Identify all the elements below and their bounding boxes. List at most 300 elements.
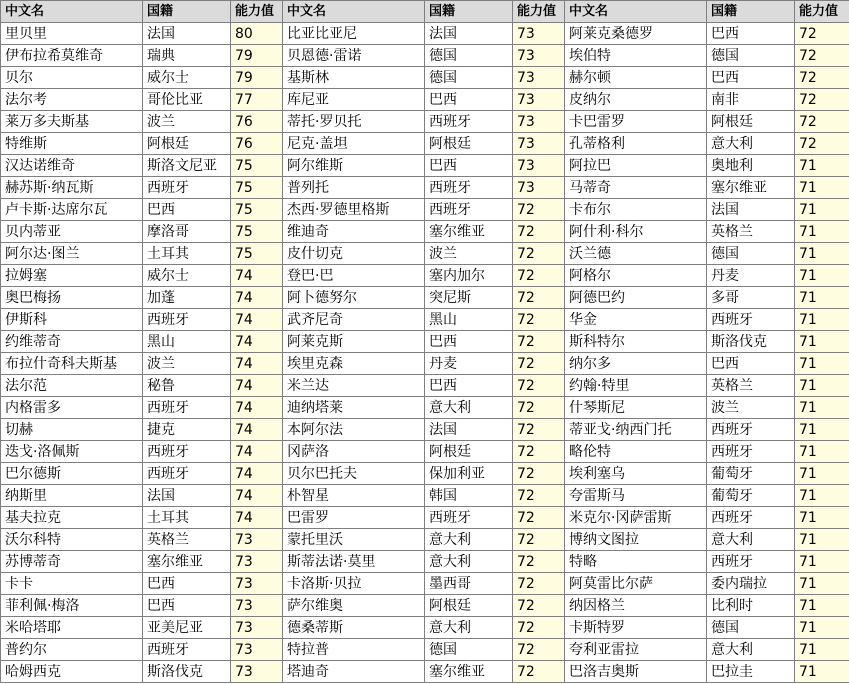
player-name-cell[interactable]: 华金 [565, 309, 707, 331]
nationality-cell[interactable]: 多哥 [707, 287, 795, 309]
rating-cell[interactable]: 71 [795, 573, 849, 595]
table-row [1, 67, 849, 89]
nationality-cell[interactable]: 斯洛伐克 [143, 661, 231, 683]
rating-cell[interactable]: 71 [795, 639, 849, 661]
rating-cell[interactable]: 73 [513, 89, 565, 111]
player-name-cell[interactable]: 略伦特 [565, 441, 707, 463]
nationality-cell[interactable]: 土耳其 [143, 507, 231, 529]
nationality-cell[interactable]: 意大利 [707, 133, 795, 155]
player-name-cell[interactable]: 萨尔维奥 [283, 595, 425, 617]
nationality-cell[interactable]: 巴西 [143, 573, 231, 595]
rating-cell[interactable]: 73 [513, 67, 565, 89]
player-name-cell[interactable]: 夸利亚雷拉 [565, 639, 707, 661]
player-name-cell[interactable]: 比亚比亚尼 [283, 23, 425, 45]
player-name-cell[interactable]: 沃尔科特 [1, 529, 143, 551]
rating-cell[interactable]: 73 [231, 661, 283, 683]
player-name-cell[interactable]: 武齐尼奇 [283, 309, 425, 331]
player-name-cell[interactable]: 皮什切克 [283, 243, 425, 265]
rating-cell[interactable]: 74 [231, 507, 283, 529]
rating-cell[interactable]: 71 [795, 199, 849, 221]
rating-cell[interactable]: 71 [795, 661, 849, 683]
rating-cell[interactable]: 71 [795, 309, 849, 331]
player-name-cell[interactable]: 卢卡斯·达席尔瓦 [1, 199, 143, 221]
table-row [1, 485, 849, 507]
player-name-cell[interactable]: 卡斯特罗 [565, 617, 707, 639]
player-name-cell[interactable]: 米克尔·冈萨雷斯 [565, 507, 707, 529]
player-name-cell[interactable]: 博纳文图拉 [565, 529, 707, 551]
rating-cell[interactable]: 79 [231, 67, 283, 89]
nationality-cell[interactable]: 阿根廷 [425, 133, 513, 155]
rating-cell[interactable]: 71 [795, 397, 849, 419]
nationality-cell[interactable]: 奥地利 [707, 155, 795, 177]
nationality-cell[interactable]: 阿根廷 [425, 595, 513, 617]
nationality-cell[interactable]: 法国 [425, 23, 513, 45]
header-row [1, 1, 849, 23]
player-name-cell[interactable]: 纳斯里 [1, 485, 143, 507]
table-row [1, 551, 849, 573]
rating-cell[interactable]: 71 [795, 441, 849, 463]
player-name-cell[interactable]: 基斯林 [283, 67, 425, 89]
player-name-cell[interactable]: 内格雷多 [1, 397, 143, 419]
nationality-cell[interactable]: 突尼斯 [425, 287, 513, 309]
nationality-cell[interactable]: 韩国 [425, 485, 513, 507]
nationality-cell[interactable]: 南非 [707, 89, 795, 111]
table-row [1, 199, 849, 221]
player-name-cell[interactable]: 苏博蒂奇 [1, 551, 143, 573]
nationality-cell[interactable]: 保加利亚 [425, 463, 513, 485]
nationality-cell[interactable]: 摩洛哥 [143, 221, 231, 243]
player-name-cell[interactable]: 卡巴雷罗 [565, 111, 707, 133]
nationality-cell[interactable]: 葡萄牙 [707, 463, 795, 485]
nationality-cell[interactable]: 亚美尼亚 [143, 617, 231, 639]
player-name-cell[interactable]: 哈姆西克 [1, 661, 143, 683]
player-name-cell[interactable]: 纳因格兰 [565, 595, 707, 617]
nationality-cell[interactable]: 委内瑞拉 [707, 573, 795, 595]
nationality-cell[interactable]: 西班牙 [707, 551, 795, 573]
rating-cell[interactable]: 73 [231, 529, 283, 551]
rating-cell[interactable]: 73 [513, 155, 565, 177]
nationality-cell[interactable]: 瑞典 [143, 45, 231, 67]
nationality-cell[interactable]: 法国 [707, 199, 795, 221]
player-name-cell[interactable]: 伊布拉希莫维奇 [1, 45, 143, 67]
table-row [1, 441, 849, 463]
rating-cell[interactable]: 74 [231, 353, 283, 375]
rating-cell[interactable]: 73 [513, 23, 565, 45]
header-name-col1[interactable]: 中文名 [1, 1, 143, 23]
rating-cell[interactable]: 72 [513, 529, 565, 551]
player-name-cell[interactable]: 登巴·巴 [283, 265, 425, 287]
rating-cell[interactable]: 72 [513, 331, 565, 353]
rating-cell[interactable]: 71 [795, 463, 849, 485]
rating-cell[interactable]: 72 [795, 67, 849, 89]
nationality-cell[interactable]: 阿根廷 [143, 133, 231, 155]
player-name-cell[interactable]: 尼克·盖坦 [283, 133, 425, 155]
table-row [1, 23, 849, 45]
player-name-cell[interactable]: 法尔范 [1, 375, 143, 397]
nationality-cell[interactable]: 西班牙 [425, 507, 513, 529]
nationality-cell[interactable]: 法国 [425, 419, 513, 441]
nationality-cell[interactable]: 巴西 [143, 595, 231, 617]
nationality-cell[interactable]: 丹麦 [707, 265, 795, 287]
nationality-cell[interactable]: 德国 [425, 45, 513, 67]
rating-cell[interactable]: 74 [231, 485, 283, 507]
rating-cell[interactable]: 73 [231, 617, 283, 639]
player-name-cell[interactable]: 夸雷斯马 [565, 485, 707, 507]
nationality-cell[interactable]: 意大利 [707, 529, 795, 551]
player-name-cell[interactable]: 阿格尔 [565, 265, 707, 287]
rating-cell[interactable]: 75 [231, 221, 283, 243]
rating-cell[interactable]: 71 [795, 529, 849, 551]
rating-cell[interactable]: 71 [795, 243, 849, 265]
table-row [1, 155, 849, 177]
player-name-cell[interactable]: 杰西·罗德里格斯 [283, 199, 425, 221]
rating-cell[interactable]: 72 [513, 463, 565, 485]
nationality-cell[interactable]: 西班牙 [143, 463, 231, 485]
nationality-cell[interactable]: 巴西 [707, 67, 795, 89]
player-name-cell[interactable]: 埃里克森 [283, 353, 425, 375]
rating-cell[interactable]: 73 [231, 573, 283, 595]
player-name-cell[interactable]: 塔迪奇 [283, 661, 425, 683]
player-name-cell[interactable]: 斯科特尔 [565, 331, 707, 353]
player-name-cell[interactable]: 贝尔巴托夫 [283, 463, 425, 485]
nationality-cell[interactable]: 西班牙 [143, 177, 231, 199]
rating-cell[interactable]: 74 [231, 331, 283, 353]
rating-cell[interactable]: 71 [795, 265, 849, 287]
nationality-cell[interactable]: 意大利 [707, 639, 795, 661]
rating-cell[interactable]: 72 [513, 485, 565, 507]
nationality-cell[interactable]: 巴西 [425, 89, 513, 111]
rating-cell[interactable]: 72 [513, 551, 565, 573]
player-name-cell[interactable]: 阿尔达·图兰 [1, 243, 143, 265]
table-row [1, 529, 849, 551]
player-name-cell[interactable]: 法尔考 [1, 89, 143, 111]
rating-cell[interactable]: 71 [795, 221, 849, 243]
player-name-cell[interactable]: 特维斯 [1, 133, 143, 155]
rating-cell[interactable]: 74 [231, 441, 283, 463]
nationality-cell[interactable]: 意大利 [425, 617, 513, 639]
rating-cell[interactable]: 74 [231, 265, 283, 287]
rating-cell[interactable]: 72 [795, 45, 849, 67]
nationality-cell[interactable]: 阿根廷 [425, 441, 513, 463]
nationality-cell[interactable]: 塞尔维亚 [425, 661, 513, 683]
nationality-cell[interactable]: 意大利 [425, 529, 513, 551]
player-name-cell[interactable]: 贝内蒂亚 [1, 221, 143, 243]
nationality-cell[interactable]: 威尔士 [143, 67, 231, 89]
rating-cell[interactable]: 72 [513, 661, 565, 683]
player-name-cell[interactable]: 纳尔多 [565, 353, 707, 375]
player-name-cell[interactable]: 普约尔 [1, 639, 143, 661]
player-name-cell[interactable]: 巴雷罗 [283, 507, 425, 529]
nationality-cell[interactable]: 比利时 [707, 595, 795, 617]
rating-cell[interactable]: 72 [513, 573, 565, 595]
rating-cell[interactable]: 73 [231, 551, 283, 573]
player-name-cell[interactable]: 里贝里 [1, 23, 143, 45]
player-name-cell[interactable]: 约翰·特里 [565, 375, 707, 397]
player-name-cell[interactable]: 朴智星 [283, 485, 425, 507]
rating-cell[interactable]: 74 [231, 287, 283, 309]
player-name-cell[interactable]: 卡布尔 [565, 199, 707, 221]
player-name-cell[interactable]: 阿拉巴 [565, 155, 707, 177]
player-name-cell[interactable]: 拉姆塞 [1, 265, 143, 287]
rating-cell[interactable]: 72 [795, 111, 849, 133]
rating-cell[interactable]: 73 [513, 177, 565, 199]
nationality-cell[interactable]: 西班牙 [425, 177, 513, 199]
player-name-cell[interactable]: 蒂亚戈·纳西门托 [565, 419, 707, 441]
rating-cell[interactable]: 71 [795, 331, 849, 353]
rating-cell[interactable]: 77 [231, 89, 283, 111]
player-name-cell[interactable]: 卡洛斯·贝拉 [283, 573, 425, 595]
nationality-cell[interactable]: 英格兰 [143, 529, 231, 551]
table-row [1, 419, 849, 441]
nationality-cell[interactable]: 英格兰 [707, 221, 795, 243]
nationality-cell[interactable]: 德国 [707, 45, 795, 67]
player-name-cell[interactable]: 阿什利·科尔 [565, 221, 707, 243]
nationality-cell[interactable]: 西班牙 [143, 397, 231, 419]
player-name-cell[interactable]: 切赫 [1, 419, 143, 441]
rating-cell[interactable]: 71 [795, 595, 849, 617]
player-name-cell[interactable]: 迭戈·洛佩斯 [1, 441, 143, 463]
player-name-cell[interactable]: 贝恩德·雷诺 [283, 45, 425, 67]
rating-cell[interactable]: 73 [513, 111, 565, 133]
player-name-cell[interactable]: 巴洛吉奥斯 [565, 661, 707, 683]
player-name-cell[interactable]: 伊斯科 [1, 309, 143, 331]
player-name-cell[interactable]: 阿莱克桑德罗 [565, 23, 707, 45]
player-name-cell[interactable]: 沃兰德 [565, 243, 707, 265]
table-row [1, 573, 849, 595]
table-row [1, 89, 849, 111]
player-name-cell[interactable]: 孔蒂格利 [565, 133, 707, 155]
nationality-cell[interactable]: 巴西 [425, 331, 513, 353]
table-row [1, 507, 849, 529]
rating-cell[interactable]: 72 [513, 199, 565, 221]
table-row [1, 177, 849, 199]
rating-cell[interactable]: 71 [795, 507, 849, 529]
player-name-cell[interactable]: 阿尔维斯 [283, 155, 425, 177]
nationality-cell[interactable]: 巴西 [143, 199, 231, 221]
rating-cell[interactable]: 71 [795, 155, 849, 177]
player-name-cell[interactable]: 皮纳尔 [565, 89, 707, 111]
nationality-cell[interactable]: 德国 [707, 617, 795, 639]
player-name-cell[interactable]: 莱万多夫斯基 [1, 111, 143, 133]
rating-cell[interactable]: 71 [795, 375, 849, 397]
rating-cell[interactable]: 72 [513, 287, 565, 309]
table-row [1, 45, 849, 67]
player-name-cell[interactable]: 什琴斯尼 [565, 397, 707, 419]
player-name-cell[interactable]: 斯蒂法诺·莫里 [283, 551, 425, 573]
nationality-cell[interactable]: 波兰 [707, 397, 795, 419]
player-name-cell[interactable]: 基夫拉克 [1, 507, 143, 529]
rating-cell[interactable]: 72 [513, 397, 565, 419]
table-row [1, 397, 849, 419]
player-name-cell[interactable]: 阿莱克斯 [283, 331, 425, 353]
player-name-cell[interactable]: 阿莫雷比尔萨 [565, 573, 707, 595]
rating-cell[interactable]: 72 [795, 133, 849, 155]
table-row [1, 639, 849, 661]
table-row [1, 353, 849, 375]
header-rating-col3[interactable]: 能力值 [795, 1, 849, 23]
nationality-cell[interactable]: 德国 [425, 67, 513, 89]
nationality-cell[interactable]: 黑山 [425, 309, 513, 331]
nationality-cell[interactable]: 加蓬 [143, 287, 231, 309]
rating-cell[interactable]: 71 [795, 617, 849, 639]
player-name-cell[interactable]: 贝尔 [1, 67, 143, 89]
rating-cell[interactable]: 74 [231, 419, 283, 441]
nationality-cell[interactable]: 斯洛文尼亚 [143, 155, 231, 177]
rating-cell[interactable]: 73 [231, 595, 283, 617]
nationality-cell[interactable]: 法国 [143, 23, 231, 45]
nationality-cell[interactable]: 西班牙 [425, 199, 513, 221]
nationality-cell[interactable]: 波兰 [143, 353, 231, 375]
player-name-cell[interactable]: 蒙托里沃 [283, 529, 425, 551]
header-nationality-col3[interactable]: 国籍 [707, 1, 795, 23]
nationality-cell[interactable]: 黑山 [143, 331, 231, 353]
nationality-cell[interactable]: 威尔士 [143, 265, 231, 287]
nationality-cell[interactable]: 塞尔维亚 [143, 551, 231, 573]
player-name-cell[interactable]: 卡卡 [1, 573, 143, 595]
nationality-cell[interactable]: 波兰 [425, 243, 513, 265]
rating-cell[interactable]: 71 [795, 353, 849, 375]
player-name-cell[interactable]: 阿卜德努尔 [283, 287, 425, 309]
rating-cell[interactable]: 76 [231, 133, 283, 155]
nationality-cell[interactable]: 西班牙 [707, 507, 795, 529]
header-nationality-col2[interactable]: 国籍 [425, 1, 513, 23]
rating-cell[interactable]: 71 [795, 177, 849, 199]
player-name-cell[interactable]: 特略 [565, 551, 707, 573]
nationality-cell[interactable]: 墨西哥 [425, 573, 513, 595]
rating-cell[interactable]: 74 [231, 375, 283, 397]
nationality-cell[interactable]: 哥伦比亚 [143, 89, 231, 111]
nationality-cell[interactable]: 西班牙 [143, 441, 231, 463]
rating-cell[interactable]: 73 [231, 639, 283, 661]
table-row [1, 375, 849, 397]
player-name-cell[interactable]: 蒂托·罗贝托 [283, 111, 425, 133]
rating-cell[interactable]: 72 [513, 617, 565, 639]
rating-cell[interactable]: 71 [795, 287, 849, 309]
player-name-cell[interactable]: 约维蒂奇 [1, 331, 143, 353]
rating-cell[interactable]: 72 [513, 595, 565, 617]
nationality-cell[interactable]: 法国 [143, 485, 231, 507]
player-name-cell[interactable]: 冈萨洛 [283, 441, 425, 463]
player-name-cell[interactable]: 维迪奇 [283, 221, 425, 243]
rating-cell[interactable]: 75 [231, 155, 283, 177]
nationality-cell[interactable]: 德国 [425, 639, 513, 661]
rating-cell[interactable]: 72 [513, 265, 565, 287]
player-name-cell[interactable]: 特拉普 [283, 639, 425, 661]
player-name-cell[interactable]: 马蒂奇 [565, 177, 707, 199]
rating-cell[interactable]: 73 [513, 45, 565, 67]
nationality-cell[interactable]: 巴西 [425, 155, 513, 177]
player-name-cell[interactable]: 米兰达 [283, 375, 425, 397]
rating-cell[interactable]: 75 [231, 243, 283, 265]
player-name-cell[interactable]: 德桑蒂斯 [283, 617, 425, 639]
rating-cell[interactable]: 74 [231, 397, 283, 419]
player-name-cell[interactable]: 阿德巴约 [565, 287, 707, 309]
nationality-cell[interactable]: 西班牙 [707, 309, 795, 331]
player-name-cell[interactable]: 奥巴梅扬 [1, 287, 143, 309]
rating-cell[interactable]: 72 [513, 419, 565, 441]
nationality-cell[interactable]: 西班牙 [707, 441, 795, 463]
rating-cell[interactable]: 76 [231, 111, 283, 133]
nationality-cell[interactable]: 捷克 [143, 419, 231, 441]
player-name-cell[interactable]: 布拉什奇科夫斯基 [1, 353, 143, 375]
nationality-cell[interactable]: 意大利 [425, 397, 513, 419]
nationality-cell[interactable]: 巴西 [425, 375, 513, 397]
nationality-cell[interactable]: 阿根廷 [707, 111, 795, 133]
nationality-cell[interactable]: 塞尔维亚 [707, 177, 795, 199]
table-row [1, 661, 849, 683]
player-name-cell[interactable]: 库尼亚 [283, 89, 425, 111]
rating-cell[interactable]: 74 [231, 463, 283, 485]
nationality-cell[interactable]: 西班牙 [425, 111, 513, 133]
player-name-cell[interactable]: 菲利佩·梅洛 [1, 595, 143, 617]
nationality-cell[interactable]: 意大利 [425, 551, 513, 573]
rating-cell[interactable]: 73 [513, 133, 565, 155]
rating-cell[interactable]: 72 [513, 441, 565, 463]
player-name-cell[interactable]: 汉达诺维奇 [1, 155, 143, 177]
header-name-col2[interactable]: 中文名 [283, 1, 425, 23]
nationality-cell[interactable]: 英格兰 [707, 375, 795, 397]
header-rating-col1[interactable]: 能力值 [231, 1, 283, 23]
nationality-cell[interactable]: 斯洛伐克 [707, 331, 795, 353]
table-row [1, 287, 849, 309]
nationality-cell[interactable]: 西班牙 [707, 419, 795, 441]
rating-cell[interactable]: 72 [513, 639, 565, 661]
rating-cell[interactable]: 72 [513, 507, 565, 529]
player-name-cell[interactable]: 巴尔德斯 [1, 463, 143, 485]
nationality-cell[interactable]: 土耳其 [143, 243, 231, 265]
nationality-cell[interactable]: 巴拉圭 [707, 661, 795, 683]
rating-cell[interactable]: 72 [795, 23, 849, 45]
rating-cell[interactable]: 75 [231, 199, 283, 221]
nationality-cell[interactable]: 秘鲁 [143, 375, 231, 397]
header-rating-col2[interactable]: 能力值 [513, 1, 565, 23]
nationality-cell[interactable]: 西班牙 [143, 309, 231, 331]
nationality-cell[interactable]: 德国 [707, 243, 795, 265]
header-name-col3[interactable]: 中文名 [565, 1, 707, 23]
rating-cell[interactable]: 75 [231, 177, 283, 199]
player-name-cell[interactable]: 赫尔顿 [565, 67, 707, 89]
nationality-cell[interactable]: 葡萄牙 [707, 485, 795, 507]
player-name-cell[interactable]: 埃伯特 [565, 45, 707, 67]
nationality-cell[interactable]: 塞尔维亚 [425, 221, 513, 243]
rating-cell[interactable]: 72 [513, 309, 565, 331]
rating-cell[interactable]: 71 [795, 485, 849, 507]
nationality-cell[interactable]: 丹麦 [425, 353, 513, 375]
rating-cell[interactable]: 79 [231, 45, 283, 67]
rating-cell[interactable]: 72 [513, 375, 565, 397]
rating-cell[interactable]: 71 [795, 551, 849, 573]
player-name-cell[interactable]: 米哈塔耶 [1, 617, 143, 639]
player-name-cell[interactable]: 本阿尔法 [283, 419, 425, 441]
rating-cell[interactable]: 72 [513, 353, 565, 375]
nationality-cell[interactable]: 巴西 [707, 23, 795, 45]
rating-cell[interactable]: 74 [231, 309, 283, 331]
nationality-cell[interactable]: 塞内加尔 [425, 265, 513, 287]
rating-cell[interactable]: 72 [795, 89, 849, 111]
header-nationality-col1[interactable]: 国籍 [143, 1, 231, 23]
rating-cell[interactable]: 80 [231, 23, 283, 45]
rating-cell[interactable]: 71 [795, 419, 849, 441]
rating-cell[interactable]: 72 [513, 221, 565, 243]
nationality-cell[interactable]: 波兰 [143, 111, 231, 133]
player-name-cell[interactable]: 普列托 [283, 177, 425, 199]
nationality-cell[interactable]: 西班牙 [143, 639, 231, 661]
player-name-cell[interactable]: 赫苏斯·纳瓦斯 [1, 177, 143, 199]
player-name-cell[interactable]: 埃利塞乌 [565, 463, 707, 485]
rating-cell[interactable]: 72 [513, 243, 565, 265]
nationality-cell[interactable]: 巴西 [707, 353, 795, 375]
player-name-cell[interactable]: 迪纳塔莱 [283, 397, 425, 419]
